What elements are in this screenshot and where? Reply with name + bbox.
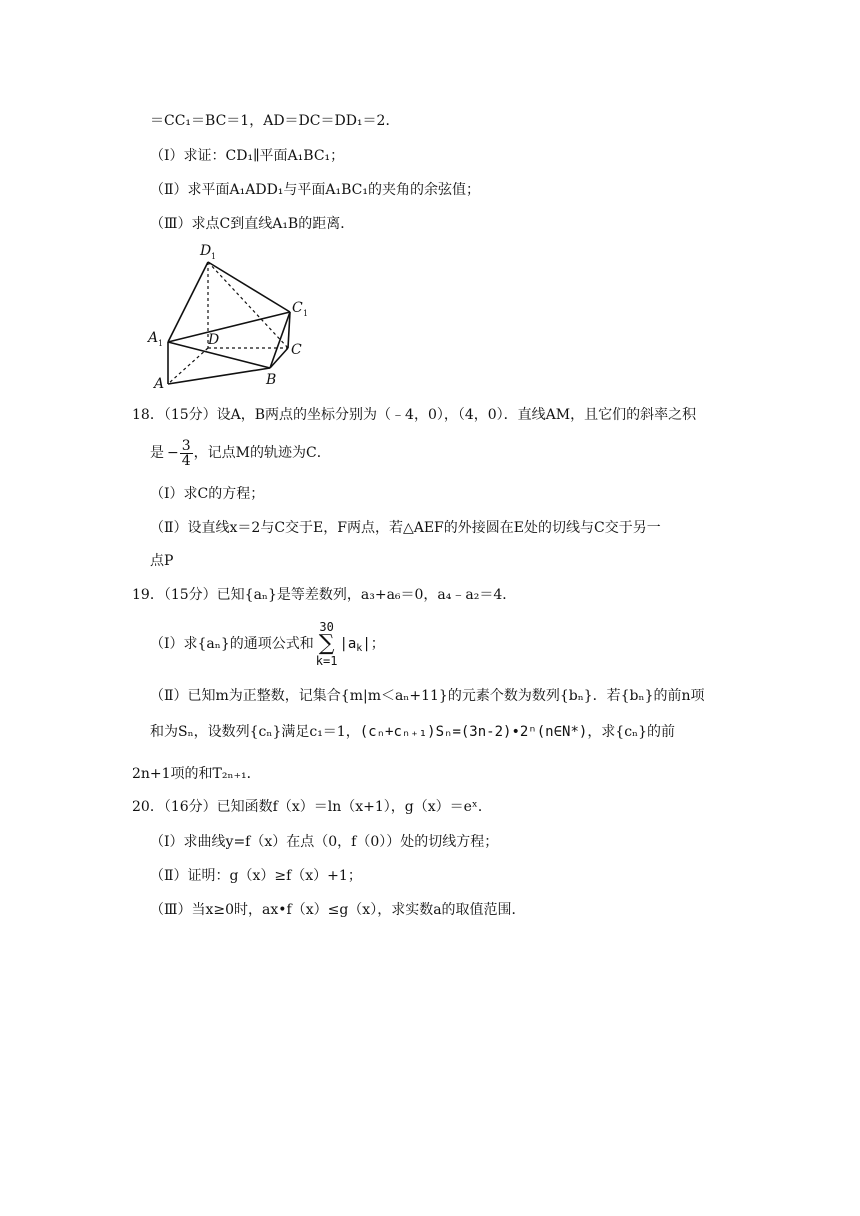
edge-c1-b <box>270 312 290 368</box>
p17-question-1: （Ⅰ）求证：CD₁∥平面A₁BC₁； <box>150 148 345 164</box>
p19-q1-text: （Ⅰ）求{aₙ}的通项公式和 <box>150 636 314 652</box>
p19-summation <box>316 620 338 668</box>
p20-number: 20． <box>132 799 164 815</box>
p17-question-2: （Ⅱ）求平面A₁ADD₁与平面A₁BC₁的夹角的余弦值； <box>150 182 481 198</box>
p20-stem <box>132 797 492 817</box>
p20-question-1: （Ⅰ）求曲线y=f（x）在点（0，f（0））处的切线方程； <box>150 834 499 850</box>
label-d1: D <box>200 243 212 259</box>
edge-a-b <box>168 368 270 384</box>
p19-question-1 <box>150 620 385 668</box>
label-c1-sub: 1 <box>303 309 309 318</box>
edge-d1-c1 <box>208 262 290 312</box>
sigma-icon: ∑ <box>318 631 335 656</box>
p19-number: 19． <box>132 587 164 603</box>
sum-lower: k=1 <box>315 654 338 668</box>
p19-score: （15分） <box>163 587 217 603</box>
label-d1-sub: 1 <box>211 252 217 261</box>
p17-condition: ＝CC₁＝BC＝1，AD＝DC＝DD₁＝2． <box>150 113 400 129</box>
edge-d1-c <box>208 262 288 348</box>
p19-abs-end: |； <box>362 636 385 652</box>
p20-question-2: （Ⅱ）证明：g（x）≥f（x）+1； <box>150 868 362 884</box>
p19-stem-text: 已知{aₙ}是等差数列，a₃+a₆＝0，a₄﹣a₂＝4． <box>216 587 517 603</box>
p18-frac-num: 3 <box>181 437 191 454</box>
p18-score: （15分） <box>163 407 217 423</box>
p19-question-2-line-2 <box>150 722 675 742</box>
p19-abs-a: |a <box>339 636 357 652</box>
p18-question-1: （Ⅰ）求C的方程； <box>150 486 265 502</box>
p20-question-3: （Ⅲ）当x≥0时，ax•f（x）≤g（x），求实数a的取值范围． <box>150 902 526 918</box>
sum-upper: 30 <box>319 620 334 634</box>
p17-question-3: （Ⅲ）求点C到直线A₁B的距离． <box>150 216 355 232</box>
p18-stem-tail: ，记点M的轨迹为C． <box>193 445 331 461</box>
p19-abs-sub: k <box>356 643 363 654</box>
label-a1: A <box>148 330 159 346</box>
label-c1: C <box>292 300 303 316</box>
p18-stem-text: 设A，B两点的坐标分别为（﹣4，0），（4，0）．直线AM，且它们的斜率之积 <box>216 407 697 423</box>
edge-a1-c1 <box>168 312 290 342</box>
label-d: D <box>208 332 220 348</box>
p18-stem <box>132 405 696 425</box>
edge-c-b <box>270 348 288 368</box>
p18-number: 18． <box>132 407 164 423</box>
p18-stem-shi: 是 <box>150 445 164 461</box>
p18-fraction <box>180 439 193 468</box>
p20-stem-text: 已知函数f（x）＝ln（x+1），g（x）＝eˣ． <box>216 799 492 815</box>
p17-prism-figure <box>140 238 320 394</box>
p18-question-2: （Ⅱ）设直线x＝2与C交于E，F两点，若△AEF的外接圆在E处的切线与C交于另一 <box>150 520 661 536</box>
p19-q2-text: 和为Sₙ，设数列{cₙ}满足c₁＝1， <box>150 724 360 740</box>
edge-d1-a1 <box>168 262 208 342</box>
p19-question-2-line-3: 2n+1项的和T₂ₙ₊₁． <box>132 766 261 782</box>
p20-score: （16分） <box>163 799 217 815</box>
p19-question-2: （Ⅱ）已知m为正整数，记集合{m|m＜aₙ+11}的元素个数为数列{bₙ}．若{bₙ}的前n项 <box>150 688 705 704</box>
p19-recurrence-formula: (cₙ+cₙ₊₁)Sₙ=(3n-2)•2ⁿ(n∈N*) <box>359 724 588 740</box>
p19-stem <box>132 585 516 605</box>
label-a1-sub: 1 <box>158 339 164 348</box>
p19-q2-tail: ，求{cₙ}的前 <box>587 724 676 740</box>
label-c: C <box>291 342 302 358</box>
label-a: A <box>154 376 165 392</box>
label-b: B <box>266 372 277 388</box>
p18-question-2-cont: 点P <box>150 553 174 569</box>
p18-stem-line-2: 是 − $\frac{3}{4}$ ，记点M的轨迹为C． <box>150 437 331 469</box>
p18-frac-den: 4 <box>181 452 191 469</box>
